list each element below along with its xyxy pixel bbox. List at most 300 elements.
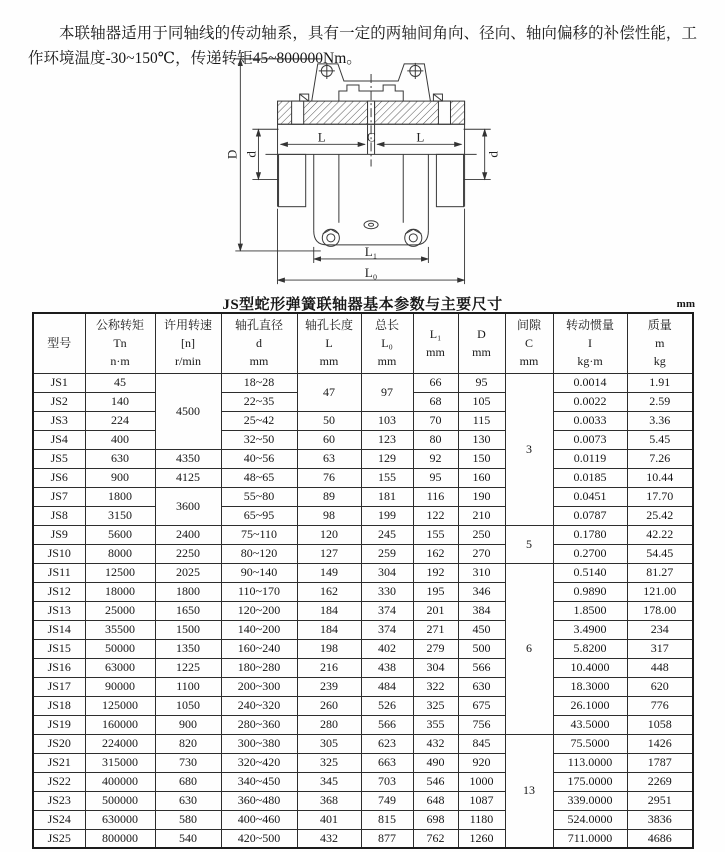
cell: 240~320 <box>221 696 297 715</box>
cell: 162 <box>413 544 458 563</box>
cell: 330 <box>361 582 413 601</box>
cell: 90000 <box>85 677 155 696</box>
cell: JS22 <box>33 772 85 791</box>
cell: 7.26 <box>627 449 693 468</box>
cell: 346 <box>458 582 505 601</box>
cell: 66 <box>413 373 458 392</box>
cell: 22~35 <box>221 392 297 411</box>
cell: 270 <box>458 544 505 563</box>
cell: 1650 <box>155 601 221 620</box>
cell: 110~170 <box>221 582 297 601</box>
cell: JS12 <box>33 582 85 601</box>
cell: 374 <box>361 601 413 620</box>
cell: 160 <box>458 468 505 487</box>
cell: 920 <box>458 753 505 772</box>
cell: 18.3000 <box>553 677 627 696</box>
cell: 432 <box>297 829 361 848</box>
cell: 1500 <box>155 620 221 639</box>
coupling-drawing <box>180 53 542 296</box>
cell: 180~280 <box>221 658 297 677</box>
cell: 95 <box>413 468 458 487</box>
cell: 4500 <box>155 373 221 449</box>
cell: 32~50 <box>221 430 297 449</box>
table-row <box>33 810 693 829</box>
cell: 1800 <box>155 582 221 601</box>
cell: 271 <box>413 620 458 639</box>
cell: 68 <box>413 392 458 411</box>
cell: 438 <box>361 658 413 677</box>
cell: 120~200 <box>221 601 297 620</box>
dim-label-L1: L₁ <box>364 243 378 259</box>
cell: 0.9890 <box>553 582 627 601</box>
cell: JS9 <box>33 525 85 544</box>
cell: 648 <box>413 791 458 810</box>
cell: 70 <box>413 411 458 430</box>
table-row <box>33 601 693 620</box>
cell: 195 <box>413 582 458 601</box>
cell: 201 <box>413 601 458 620</box>
cell: 210 <box>458 506 505 525</box>
cell: 546 <box>413 772 458 791</box>
cell: 97 <box>361 373 413 411</box>
column-header: 质量 m kg <box>627 313 693 373</box>
cell: 192 <box>413 563 458 582</box>
cell: 160~240 <box>221 639 297 658</box>
cell: 40~56 <box>221 449 297 468</box>
cell: 2269 <box>627 772 693 791</box>
cell: 55~80 <box>221 487 297 506</box>
cell: 1087 <box>458 791 505 810</box>
cell: 105 <box>458 392 505 411</box>
table-row <box>33 791 693 810</box>
table-body <box>33 373 693 848</box>
hub-right <box>436 154 463 206</box>
cell: 304 <box>413 658 458 677</box>
cell: 420~500 <box>221 829 297 848</box>
cell: JS15 <box>33 639 85 658</box>
cell: JS16 <box>33 658 85 677</box>
table-row <box>33 430 693 449</box>
cell: 340~450 <box>221 772 297 791</box>
cell: 3.36 <box>627 411 693 430</box>
cell: JS25 <box>33 829 85 848</box>
cell: 190 <box>458 487 505 506</box>
cell: 623 <box>361 734 413 753</box>
cell: 178.00 <box>627 601 693 620</box>
cell: 730 <box>155 753 221 772</box>
cell: 845 <box>458 734 505 753</box>
cell: 630 <box>458 677 505 696</box>
cell: 92 <box>413 449 458 468</box>
cell: 402 <box>361 639 413 658</box>
dim-label-L0: L₀ <box>364 265 378 281</box>
cell: 4350 <box>155 449 221 468</box>
cell: 305 <box>297 734 361 753</box>
column-header: 间隙 C mm <box>505 313 553 373</box>
cell: 703 <box>361 772 413 791</box>
cell: 25.42 <box>627 506 693 525</box>
cell: 0.0073 <box>553 430 627 449</box>
cell: 322 <box>413 677 458 696</box>
cell: 900 <box>155 715 221 734</box>
cell: JS13 <box>33 601 85 620</box>
cell: 580 <box>155 810 221 829</box>
cell: 3150 <box>85 506 155 525</box>
cell: 566 <box>458 658 505 677</box>
cell: 35500 <box>85 620 155 639</box>
cell: 13 <box>505 734 553 848</box>
cell: 8000 <box>85 544 155 563</box>
cell: 500 <box>458 639 505 658</box>
cell: 224 <box>85 411 155 430</box>
table-row <box>33 620 693 639</box>
column-header: D mm <box>458 313 505 373</box>
cell: 184 <box>297 601 361 620</box>
cell: 3836 <box>627 810 693 829</box>
cell: 0.2700 <box>553 544 627 563</box>
dim-label-L-right: L <box>416 129 425 145</box>
cell: 310 <box>458 563 505 582</box>
cell: JS3 <box>33 411 85 430</box>
cell: 245 <box>361 525 413 544</box>
table-title: JS型蛇形弹簧联轴器基本参数与主要尺寸 <box>222 297 503 313</box>
cell: 121.00 <box>627 582 693 601</box>
cell: 315000 <box>85 753 155 772</box>
cell: 155 <box>413 525 458 544</box>
cell: 26.1000 <box>553 696 627 715</box>
cell: 175.0000 <box>553 772 627 791</box>
header-row <box>33 313 693 373</box>
cell: 5.8200 <box>553 639 627 658</box>
cell: 401 <box>297 810 361 829</box>
cell: 630 <box>85 449 155 468</box>
table-row <box>33 563 693 582</box>
dim-label-D: D <box>224 149 240 160</box>
cell: 1180 <box>458 810 505 829</box>
cell: 127 <box>297 544 361 563</box>
cell: 400 <box>85 430 155 449</box>
cell: 60 <box>297 430 361 449</box>
column-header: 型号 <box>33 313 85 373</box>
cell: 216 <box>297 658 361 677</box>
cell: 400000 <box>85 772 155 791</box>
table-row <box>33 373 693 392</box>
cell: 103 <box>361 411 413 430</box>
cell: 140 <box>85 392 155 411</box>
cell: JS21 <box>33 753 85 772</box>
cell: 1426 <box>627 734 693 753</box>
cell: JS11 <box>33 563 85 582</box>
cell: 160000 <box>85 715 155 734</box>
cell: 0.0014 <box>553 373 627 392</box>
cell: 50 <box>297 411 361 430</box>
bolt-icon <box>405 229 422 246</box>
cell: 181 <box>361 487 413 506</box>
cell: 54.45 <box>627 544 693 563</box>
cell: 3 <box>505 373 553 525</box>
table-row <box>33 506 693 525</box>
cell: 43.5000 <box>553 715 627 734</box>
cell: 0.1780 <box>553 525 627 544</box>
cell: 198 <box>297 639 361 658</box>
table-row <box>33 658 693 677</box>
cell: 5.45 <box>627 430 693 449</box>
cell: 0.0451 <box>553 487 627 506</box>
dim-label-C: C <box>366 129 376 145</box>
cell: 675 <box>458 696 505 715</box>
column-header: 轴孔直径 d mm <box>221 313 297 373</box>
cell: 120 <box>297 525 361 544</box>
cell: 200~300 <box>221 677 297 696</box>
cell: 65~95 <box>221 506 297 525</box>
intro-paragraph: 本联轴器适用于同轴线的传动轴系，具有一定的两轴间角向、径向、轴向偏移的补偿性能，工作环境温度-30~150℃，传递转矩45~800000Nm。 <box>28 24 697 67</box>
cell: 162 <box>297 582 361 601</box>
cell: 3.4900 <box>553 620 627 639</box>
parameters-table <box>32 312 694 849</box>
cell: 877 <box>361 829 413 848</box>
cell: 776 <box>627 696 693 715</box>
table-row <box>33 639 693 658</box>
cell: 524.0000 <box>553 810 627 829</box>
cell: 98 <box>297 506 361 525</box>
cell: JS19 <box>33 715 85 734</box>
cell: 199 <box>361 506 413 525</box>
cell: 0.0119 <box>553 449 627 468</box>
cell: JS8 <box>33 506 85 525</box>
cell: 149 <box>297 563 361 582</box>
cell: 3600 <box>155 487 221 525</box>
cell: 526 <box>361 696 413 715</box>
cell: 2400 <box>155 525 221 544</box>
cell: 1000 <box>458 772 505 791</box>
oil-hole-icon <box>364 221 378 229</box>
sleeve-bottom <box>314 231 429 245</box>
cell: 630 <box>155 791 221 810</box>
cell: 89 <box>297 487 361 506</box>
cell: 2250 <box>155 544 221 563</box>
cell: 42.22 <box>627 525 693 544</box>
cell: JS20 <box>33 734 85 753</box>
cell: 1050 <box>155 696 221 715</box>
cell: 280~360 <box>221 715 297 734</box>
table-row <box>33 734 693 753</box>
cell: 360~480 <box>221 791 297 810</box>
cell: 384 <box>458 601 505 620</box>
cell: JS1 <box>33 373 85 392</box>
table-row <box>33 715 693 734</box>
column-header: 总长 L₀ mm <box>361 313 413 373</box>
cell: 2025 <box>155 563 221 582</box>
cell: 125000 <box>85 696 155 715</box>
table-title-row <box>28 293 697 311</box>
cell: 339.0000 <box>553 791 627 810</box>
table-row <box>33 487 693 506</box>
cell: 5 <box>505 525 553 563</box>
table-row <box>33 411 693 430</box>
cell: 250 <box>458 525 505 544</box>
cell: 620 <box>627 677 693 696</box>
cell: 63 <box>297 449 361 468</box>
cell: 1800 <box>85 487 155 506</box>
cell: 50000 <box>85 639 155 658</box>
cell: JS14 <box>33 620 85 639</box>
cell: 1058 <box>627 715 693 734</box>
cell: 1260 <box>458 829 505 848</box>
column-header: 公称转矩 Tn n·m <box>85 313 155 373</box>
cell: 1.91 <box>627 373 693 392</box>
cell: 113.0000 <box>553 753 627 772</box>
cell: 304 <box>361 563 413 582</box>
column-header: 轴孔长度 L mm <box>297 313 361 373</box>
cell: 749 <box>361 791 413 810</box>
column-header: 许用转速 [n] r/min <box>155 313 221 373</box>
cell: 432 <box>413 734 458 753</box>
cell: 1350 <box>155 639 221 658</box>
bolt-icon <box>322 229 339 246</box>
cell: 756 <box>458 715 505 734</box>
dim-label-d-left: d <box>243 151 259 158</box>
cell: 448 <box>627 658 693 677</box>
cell: 81.27 <box>627 563 693 582</box>
cell: 25000 <box>85 601 155 620</box>
cell: 0.0022 <box>553 392 627 411</box>
cell: 680 <box>155 772 221 791</box>
cell: JS5 <box>33 449 85 468</box>
cell: 566 <box>361 715 413 734</box>
cell: 0.0185 <box>553 468 627 487</box>
cell: 762 <box>413 829 458 848</box>
cell: 0.0787 <box>553 506 627 525</box>
cell: 0.0033 <box>553 411 627 430</box>
table-row <box>33 829 693 848</box>
cell: 490 <box>413 753 458 772</box>
table-header <box>33 313 693 373</box>
cell: 18000 <box>85 582 155 601</box>
cell: 75~110 <box>221 525 297 544</box>
cell: 184 <box>297 620 361 639</box>
cell: 239 <box>297 677 361 696</box>
cell: 12500 <box>85 563 155 582</box>
column-header: 转动惯量 I kg·m <box>553 313 627 373</box>
cell: 140~200 <box>221 620 297 639</box>
cell: 325 <box>297 753 361 772</box>
table-row <box>33 449 693 468</box>
cell: 10.44 <box>627 468 693 487</box>
cell: 10.4000 <box>553 658 627 677</box>
cell: JS24 <box>33 810 85 829</box>
coupling-section-diagram <box>180 53 542 296</box>
cell: 90~140 <box>221 563 297 582</box>
cell: 630000 <box>85 810 155 829</box>
cell: 355 <box>413 715 458 734</box>
cell: 1787 <box>627 753 693 772</box>
cell: 4686 <box>627 829 693 848</box>
cell: 540 <box>155 829 221 848</box>
cell: 663 <box>361 753 413 772</box>
cell: 63000 <box>85 658 155 677</box>
cell: 25~42 <box>221 411 297 430</box>
cell: 4125 <box>155 468 221 487</box>
cell: 259 <box>361 544 413 563</box>
cell: JS23 <box>33 791 85 810</box>
column-header: L₁ mm <box>413 313 458 373</box>
cell: 80~120 <box>221 544 297 563</box>
cell: 280 <box>297 715 361 734</box>
cell: 325 <box>413 696 458 715</box>
table-row <box>33 696 693 715</box>
cell: 1.8500 <box>553 601 627 620</box>
cell: 320~420 <box>221 753 297 772</box>
cell: 116 <box>413 487 458 506</box>
cell: 815 <box>361 810 413 829</box>
cell: 5600 <box>85 525 155 544</box>
cell: 47 <box>297 373 361 411</box>
table-row <box>33 753 693 772</box>
cell: 900 <box>85 468 155 487</box>
table-row <box>33 468 693 487</box>
cell: 76 <box>297 468 361 487</box>
dim-label-d-right: d <box>485 151 501 158</box>
cell: 17.70 <box>627 487 693 506</box>
unit-label: mm <box>676 298 695 310</box>
cell: JS6 <box>33 468 85 487</box>
cell: 317 <box>627 639 693 658</box>
cell: JS7 <box>33 487 85 506</box>
table-row <box>33 772 693 791</box>
cell: 820 <box>155 734 221 753</box>
cell: JS4 <box>33 430 85 449</box>
cell: 484 <box>361 677 413 696</box>
cell: 48~65 <box>221 468 297 487</box>
cell: 279 <box>413 639 458 658</box>
cell: 123 <box>361 430 413 449</box>
cell: 6 <box>505 563 553 734</box>
table-row <box>33 677 693 696</box>
cell: 2.59 <box>627 392 693 411</box>
cell: 150 <box>458 449 505 468</box>
cell: JS2 <box>33 392 85 411</box>
dim-label-L-left: L <box>317 129 326 145</box>
cell: 115 <box>458 411 505 430</box>
cell: JS17 <box>33 677 85 696</box>
cell: 260 <box>297 696 361 715</box>
cell: 45 <box>85 373 155 392</box>
cell: 234 <box>627 620 693 639</box>
hub-left <box>279 154 306 206</box>
cell: 1100 <box>155 677 221 696</box>
cell: 698 <box>413 810 458 829</box>
cell: 129 <box>361 449 413 468</box>
cell: 155 <box>361 468 413 487</box>
cell: 400~460 <box>221 810 297 829</box>
table-row <box>33 582 693 601</box>
cell: 711.0000 <box>553 829 627 848</box>
cell: 2951 <box>627 791 693 810</box>
cell: JS18 <box>33 696 85 715</box>
cell: 75.5000 <box>553 734 627 753</box>
cell: 1225 <box>155 658 221 677</box>
cell: 450 <box>458 620 505 639</box>
cell: 500000 <box>85 791 155 810</box>
cell: 374 <box>361 620 413 639</box>
table-row <box>33 525 693 544</box>
cell: 0.5140 <box>553 563 627 582</box>
cell: 95 <box>458 373 505 392</box>
cell: 345 <box>297 772 361 791</box>
cell: 224000 <box>85 734 155 753</box>
cell: 300~380 <box>221 734 297 753</box>
cell: 368 <box>297 791 361 810</box>
